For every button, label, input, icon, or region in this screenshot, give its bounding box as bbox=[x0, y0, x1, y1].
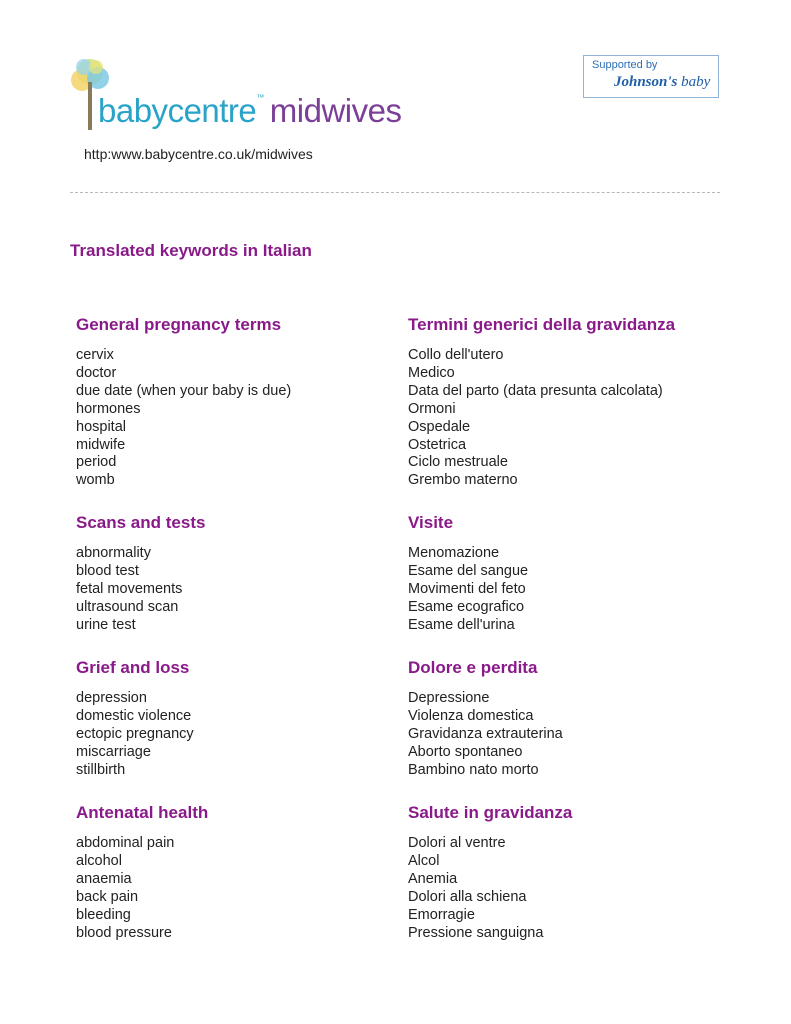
brand-trademark: ™ bbox=[256, 93, 264, 102]
term-it: Anemia bbox=[408, 870, 458, 887]
term-it: Movimenti del feto bbox=[408, 580, 526, 597]
term-it: Ciclo mestruale bbox=[408, 454, 508, 471]
term-it: Gravidanza extrauterina bbox=[408, 725, 563, 742]
term-en: womb bbox=[76, 472, 115, 489]
section-heading-en: Antenatal health bbox=[76, 803, 209, 822]
term-en: bleeding bbox=[76, 906, 131, 923]
term-it: Esame del sangue bbox=[408, 562, 529, 579]
section-heading-it: Termini generici della gravidanza bbox=[408, 315, 676, 334]
term-it: Ormoni bbox=[408, 400, 456, 417]
term-en: anaemia bbox=[76, 870, 132, 887]
term-en: blood test bbox=[76, 562, 139, 579]
term-en: abdominal pain bbox=[76, 835, 175, 851]
term-en: miscarriage bbox=[76, 743, 151, 760]
term-en: hormones bbox=[76, 400, 141, 417]
term-en: abnormality bbox=[76, 545, 151, 561]
term-en: blood pressure bbox=[76, 924, 172, 941]
sponsor-brand-name: Johnson's bbox=[614, 74, 678, 90]
term-it: Alcol bbox=[408, 852, 440, 869]
term-en: cervix bbox=[76, 347, 114, 363]
term-en: hospital bbox=[76, 418, 126, 435]
page-title: Translated keywords in Italian bbox=[70, 241, 312, 260]
term-it: Bambino nato morto bbox=[408, 761, 539, 778]
section-heading-en: Scans and tests bbox=[76, 513, 206, 532]
term-it: Violenza domestica bbox=[408, 707, 534, 724]
term-en: ultrasound scan bbox=[76, 598, 179, 615]
sponsor-brand-suffix: baby bbox=[681, 74, 711, 90]
section-heading-en: General pregnancy terms bbox=[76, 315, 282, 334]
term-list-it bbox=[408, 835, 543, 942]
term-en: period bbox=[76, 454, 117, 471]
term-it: Esame dell'urina bbox=[408, 616, 515, 633]
term-en: back pain bbox=[76, 888, 139, 905]
term-it: Grembo materno bbox=[408, 472, 518, 489]
term-en: depression bbox=[76, 690, 147, 706]
brand-baby: baby bbox=[98, 92, 168, 129]
header-divider bbox=[70, 192, 720, 193]
term-it: Dolori alla schiena bbox=[408, 888, 527, 905]
term-it: Aborto spontaneo bbox=[408, 743, 523, 760]
term-it: Collo dell'utero bbox=[408, 347, 504, 363]
term-en: midwife bbox=[76, 436, 126, 453]
term-it: Ospedale bbox=[408, 418, 471, 435]
site-url: http:www.babycentre.co.uk/midwives bbox=[84, 146, 313, 162]
brand-centre: centre bbox=[167, 92, 257, 129]
term-it: Menomazione bbox=[408, 545, 500, 561]
section-heading-it: Salute in gravidanza bbox=[408, 803, 573, 822]
term-list-it bbox=[408, 545, 528, 635]
term-it: Pressione sanguigna bbox=[408, 924, 544, 941]
term-it: Emorragie bbox=[408, 906, 475, 923]
term-it: Depressione bbox=[408, 690, 490, 706]
term-en: stillbirth bbox=[76, 761, 126, 778]
term-list-en bbox=[76, 690, 194, 780]
section-heading-it: Visite bbox=[408, 513, 454, 532]
term-list-it bbox=[408, 690, 563, 780]
section-heading-it: Dolore e perdita bbox=[408, 658, 538, 677]
term-en: domestic violence bbox=[76, 707, 192, 724]
term-en: fetal movements bbox=[76, 580, 183, 597]
term-list-en bbox=[76, 347, 291, 490]
term-en: urine test bbox=[76, 616, 136, 633]
term-en: alcohol bbox=[76, 852, 122, 869]
babycentre-midwives-logo bbox=[70, 56, 420, 136]
term-it: Dolori al ventre bbox=[408, 835, 506, 851]
term-list-en bbox=[76, 545, 182, 635]
term-it: Esame ecografico bbox=[408, 598, 525, 615]
term-list-en bbox=[76, 835, 174, 942]
section-heading-en: Grief and loss bbox=[76, 658, 190, 677]
brand-midwives: midwives bbox=[269, 92, 402, 129]
sponsor-brand bbox=[614, 74, 710, 91]
term-it: Data del parto (data presunta calcolata) bbox=[408, 382, 663, 399]
brand-wordmark bbox=[98, 94, 401, 127]
term-en: ectopic pregnancy bbox=[76, 725, 194, 742]
term-en: due date (when your baby is due) bbox=[76, 382, 292, 399]
term-it: Medico bbox=[408, 364, 455, 381]
supported-by-badge bbox=[583, 55, 719, 98]
term-list-it bbox=[408, 347, 663, 490]
supported-by-label: Supported by bbox=[592, 59, 658, 71]
term-it: Ostetrica bbox=[408, 436, 467, 453]
term-en: doctor bbox=[76, 364, 117, 381]
